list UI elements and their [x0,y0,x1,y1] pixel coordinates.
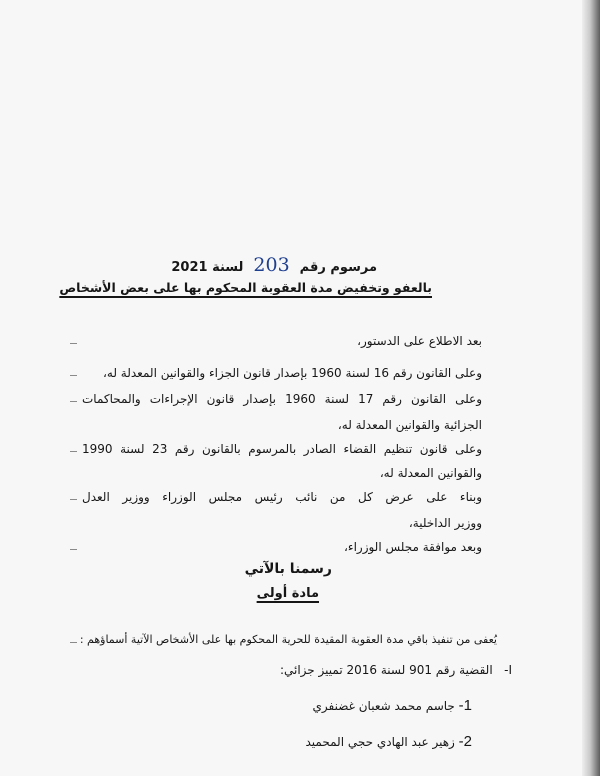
preamble-ministers-line2: ووزير الداخلية، [408,516,482,530]
margin-dash [70,499,77,500]
preamble-judiciary-line2: والقوانين المعدلة له، [379,466,482,480]
margin-dash [70,549,77,550]
decreed-heading: رسمنا بالآتي [244,561,332,577]
name-item-2 [306,733,473,750]
decree-title-prefix: مرسوم رقم [299,260,377,275]
case-marker: I- [504,663,512,677]
name-number: 1- [458,697,472,714]
margin-dash [70,642,77,643]
decree-number-handwritten: 203 [253,254,290,276]
margin-dash [70,401,77,402]
preamble-ministers-line1: وبناء على عرض كل من نائب رئيس مجلس الوزراء ووزير العدل [82,490,482,504]
preamble-law-17-line2: الجزائية والقوانين المعدلة له، [337,418,482,432]
pardon-text: يُعفى من تنفيذ باقي مدة العقوبة المقيدة للحرية المحكوم بها على الأشخاص الآتية أسماؤهم : [79,633,497,646]
decree-year: لسنة 2021 [171,260,244,275]
scan-page-edge [582,0,600,776]
margin-dash [70,451,77,452]
person-name: جاسم محمد شعبان غضنفري [312,699,455,713]
decree-subject: بالعفو وتخفيض مدة العقوبة المحكوم بها على بعض الأشخاص [59,280,432,295]
name-item-1 [313,697,472,714]
article-heading: مادة أولى [256,586,319,601]
preamble-constitution: بعد الاطلاع على الدستور، [357,334,482,348]
preamble-law-17-line1: وعلى القانون رقم 17 لسنة 1960 بإصدار قانون الإجراءات والمحاكمات [82,392,483,406]
case-line [280,663,512,677]
margin-dash [70,375,77,376]
decree-title [171,254,377,276]
person-name: زهير عبد الهادي حجي المحميد [305,735,455,749]
preamble-judiciary-line1: وعلى قانون تنظيم القضاء الصادر بالمرسوم بالقانون رقم 23 لسنة 1990 [82,442,482,456]
name-number: 2- [458,733,472,750]
margin-dash [70,343,77,344]
case-text: القضية رقم 901 لسنة 2016 تمييز جزائي: [279,663,493,677]
preamble-council-approval: وبعد موافقة مجلس الوزراء، [344,540,482,554]
preamble-law-16: وعلى القانون رقم 16 لسنة 1960 بإصدار قانون الجزاء والقوانين المعدلة له، [103,366,482,380]
